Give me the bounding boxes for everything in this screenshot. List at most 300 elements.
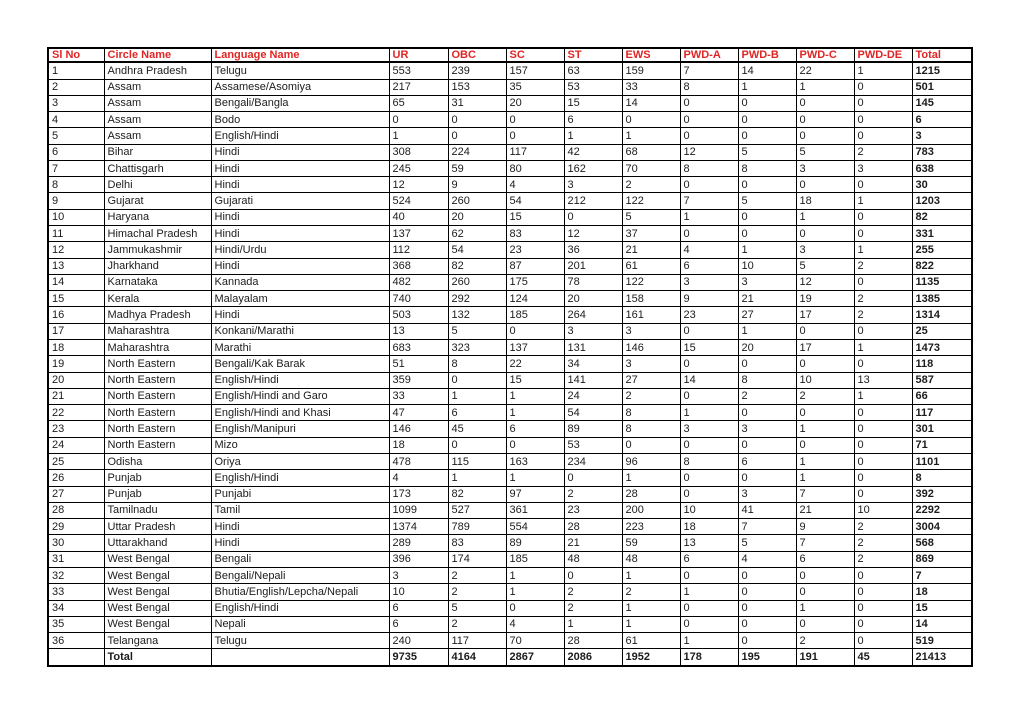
table-cell: 68: [622, 144, 680, 160]
table-cell: 5: [622, 209, 680, 225]
table-cell: 1: [389, 128, 448, 144]
table-cell: 23: [564, 502, 622, 518]
table-row: [48, 62, 972, 79]
table-cell: English/Hindi and Khasi: [211, 405, 389, 421]
table-cell: 53: [564, 437, 622, 453]
table-row: [48, 470, 972, 486]
table-cell: 20: [448, 209, 506, 225]
table-cell: 12: [564, 226, 622, 242]
table-cell: 4: [48, 112, 104, 128]
table-cell: 2: [622, 388, 680, 404]
table-row: [48, 421, 972, 437]
table-cell: 9: [796, 519, 854, 535]
table-cell: Jharkhand: [104, 258, 211, 274]
total-cell: 4164: [448, 649, 506, 666]
table-cell: 20: [738, 340, 796, 356]
table-cell: 683: [389, 340, 448, 356]
table-cell: 0: [738, 112, 796, 128]
table-cell: 89: [564, 421, 622, 437]
table-cell: 6: [389, 616, 448, 632]
table-cell: 5: [48, 128, 104, 144]
table-cell: 3: [564, 323, 622, 339]
table-cell: 0: [738, 437, 796, 453]
table-cell: 0: [738, 226, 796, 242]
table-cell: 21: [48, 388, 104, 404]
table-cell: Karnataka: [104, 274, 211, 290]
total-cell: 195: [738, 649, 796, 666]
table-cell: 2: [448, 567, 506, 583]
table-cell: 6: [48, 144, 104, 160]
table-cell: 48: [622, 551, 680, 567]
table-cell: 78: [564, 274, 622, 290]
header-cell: OBC: [448, 48, 506, 62]
table-cell: 10: [389, 584, 448, 600]
table-cell: 12: [48, 242, 104, 258]
table-cell: 0: [506, 600, 564, 616]
table-cell: 3: [622, 356, 680, 372]
table-cell: 245: [389, 160, 448, 176]
table-cell: 132: [448, 307, 506, 323]
table-cell: 0: [796, 112, 854, 128]
table-cell: 12: [389, 177, 448, 193]
table-cell: 15: [506, 372, 564, 388]
table-cell: 1: [506, 567, 564, 583]
table-cell: 0: [854, 453, 912, 469]
table-cell: 6: [738, 453, 796, 469]
table-row: [48, 193, 972, 209]
table-cell: 3: [680, 274, 738, 290]
table-cell: 8: [738, 160, 796, 176]
total-cell: 9735: [389, 649, 448, 666]
table-cell: 63: [564, 62, 622, 79]
table-cell: 21: [622, 242, 680, 258]
table-cell: 82: [448, 486, 506, 502]
table-row: [48, 112, 972, 128]
table-cell: 0: [448, 128, 506, 144]
table-cell: 361: [506, 502, 564, 518]
table-cell: 31: [48, 551, 104, 567]
table-cell: 4: [738, 551, 796, 567]
table-cell: 1135: [912, 274, 972, 290]
table-cell: 0: [854, 79, 912, 95]
table-cell: Bihar: [104, 144, 211, 160]
header-cell: PWD-B: [738, 48, 796, 62]
table-cell: 3: [738, 274, 796, 290]
table-cell: 1: [622, 600, 680, 616]
table-cell: 0: [738, 633, 796, 649]
table-cell: 0: [854, 470, 912, 486]
table-cell: English/Hindi: [211, 372, 389, 388]
table-row: [48, 258, 972, 274]
table-cell: Hindi: [211, 160, 389, 176]
vacancy-table: [47, 47, 973, 667]
table-cell: 137: [389, 226, 448, 242]
table-cell: 3: [854, 160, 912, 176]
table-cell: 2: [854, 535, 912, 551]
table-cell: 1: [622, 128, 680, 144]
table-cell: 8: [622, 405, 680, 421]
table-cell: 185: [506, 551, 564, 567]
total-cell: 45: [854, 649, 912, 666]
table-cell: 1215: [912, 62, 972, 79]
table-cell: 8: [48, 177, 104, 193]
table-cell: 0: [738, 356, 796, 372]
table-cell: North Eastern: [104, 405, 211, 421]
table-cell: 0: [680, 128, 738, 144]
table-cell: 0: [796, 226, 854, 242]
table-cell: 0: [622, 112, 680, 128]
table-cell: 131: [564, 340, 622, 356]
table-cell: 8: [680, 453, 738, 469]
table-cell: 1: [448, 388, 506, 404]
table-cell: 117: [448, 633, 506, 649]
table-cell: 1: [738, 242, 796, 258]
table-cell: Hindi: [211, 519, 389, 535]
table-cell: 223: [622, 519, 680, 535]
table-cell: 1374: [389, 519, 448, 535]
table-cell: 1: [796, 209, 854, 225]
table-cell: 396: [389, 551, 448, 567]
table-cell: 2: [564, 600, 622, 616]
table-cell: 1: [622, 616, 680, 632]
table-row: [48, 453, 972, 469]
table-cell: 524: [389, 193, 448, 209]
table-cell: 27: [738, 307, 796, 323]
table-cell: 7: [680, 62, 738, 79]
table-cell: West Bengal: [104, 616, 211, 632]
table-cell: 13: [48, 258, 104, 274]
table-cell: 0: [564, 209, 622, 225]
table-cell: Telugu: [211, 633, 389, 649]
header-cell: PWD-DE: [854, 48, 912, 62]
table-cell: 21: [796, 502, 854, 518]
table-cell: 0: [854, 600, 912, 616]
table-cell: 59: [448, 160, 506, 176]
table-cell: North Eastern: [104, 388, 211, 404]
table-cell: 0: [506, 323, 564, 339]
table-row: [48, 584, 972, 600]
table-cell: 25: [48, 453, 104, 469]
table-cell: Hindi: [211, 535, 389, 551]
table-cell: 3004: [912, 519, 972, 535]
table-cell: 0: [738, 95, 796, 111]
table-row: [48, 209, 972, 225]
table-cell: Assam: [104, 128, 211, 144]
table-cell: West Bengal: [104, 584, 211, 600]
table-cell: 0: [854, 95, 912, 111]
table-cell: Assam: [104, 112, 211, 128]
table-cell: 29: [48, 519, 104, 535]
table-cell: 80: [506, 160, 564, 176]
table-cell: 8: [738, 372, 796, 388]
table-cell: 2: [564, 584, 622, 600]
table-cell: 159: [622, 62, 680, 79]
table-cell: 3: [796, 242, 854, 258]
table-cell: 1: [738, 323, 796, 339]
table-cell: 1: [796, 470, 854, 486]
table-cell: 0: [796, 437, 854, 453]
table-cell: 33: [48, 584, 104, 600]
table-cell: 30: [912, 177, 972, 193]
total-cell: 2086: [564, 649, 622, 666]
table-cell: 21: [738, 291, 796, 307]
table-cell: West Bengal: [104, 567, 211, 583]
table-cell: 0: [796, 356, 854, 372]
total-cell: [211, 649, 389, 666]
table-cell: 54: [564, 405, 622, 421]
table-cell: 6: [912, 112, 972, 128]
table-row: [48, 600, 972, 616]
table-cell: 783: [912, 144, 972, 160]
table-body: [48, 62, 972, 666]
total-cell: 1952: [622, 649, 680, 666]
table-cell: Punjabi: [211, 486, 389, 502]
table-cell: 6: [680, 551, 738, 567]
table-row: [48, 616, 972, 632]
table-cell: 3: [564, 177, 622, 193]
table-cell: 1: [854, 193, 912, 209]
table-cell: 3: [912, 128, 972, 144]
table-cell: 19: [796, 291, 854, 307]
table-cell: Gujarat: [104, 193, 211, 209]
table-cell: 0: [854, 323, 912, 339]
table-cell: 17: [796, 340, 854, 356]
table-cell: Bengali/Nepali: [211, 567, 389, 583]
table-cell: 146: [389, 421, 448, 437]
table-cell: 292: [448, 291, 506, 307]
table-cell: 117: [506, 144, 564, 160]
table-cell: 0: [680, 177, 738, 193]
table-cell: 145: [912, 95, 972, 111]
table-cell: North Eastern: [104, 356, 211, 372]
table-cell: 0: [738, 209, 796, 225]
table-cell: Uttarakhand: [104, 535, 211, 551]
table-cell: 35: [48, 616, 104, 632]
table-cell: 61: [622, 258, 680, 274]
table-cell: 5: [796, 258, 854, 274]
table-cell: 2292: [912, 502, 972, 518]
table-cell: 59: [622, 535, 680, 551]
table-cell: 0: [564, 470, 622, 486]
table-row: [48, 437, 972, 453]
table-cell: 22: [506, 356, 564, 372]
table-cell: 97: [506, 486, 564, 502]
table-cell: 3: [622, 323, 680, 339]
table-cell: Bengali/Kak Barak: [211, 356, 389, 372]
table-cell: 3: [738, 486, 796, 502]
table-cell: 87: [506, 258, 564, 274]
table-cell: 0: [680, 323, 738, 339]
table-cell: 0: [854, 486, 912, 502]
table-cell: 0: [564, 567, 622, 583]
table-cell: 1: [796, 79, 854, 95]
table-row: [48, 242, 972, 258]
table-cell: 2: [448, 616, 506, 632]
table-cell: 368: [389, 258, 448, 274]
table-cell: 0: [680, 437, 738, 453]
table-cell: 158: [622, 291, 680, 307]
table-cell: West Bengal: [104, 551, 211, 567]
table-cell: 0: [389, 112, 448, 128]
table-cell: 3: [680, 421, 738, 437]
table-cell: 3: [738, 421, 796, 437]
table-cell: 10: [854, 502, 912, 518]
table-cell: Maharashtra: [104, 340, 211, 356]
table-row: [48, 177, 972, 193]
table-row: [48, 372, 972, 388]
table-cell: 0: [680, 486, 738, 502]
table-cell: 8: [680, 79, 738, 95]
table-cell: Tamil: [211, 502, 389, 518]
table-cell: 141: [564, 372, 622, 388]
table-cell: 0: [680, 226, 738, 242]
table-cell: 16: [48, 307, 104, 323]
table-cell: 83: [448, 535, 506, 551]
table-cell: 11: [48, 226, 104, 242]
table-cell: 0: [738, 128, 796, 144]
table-cell: 0: [738, 470, 796, 486]
table-cell: 6: [680, 258, 738, 274]
header-cell: ST: [564, 48, 622, 62]
table-cell: 503: [389, 307, 448, 323]
table-cell: 0: [796, 405, 854, 421]
table-cell: 0: [854, 209, 912, 225]
table-cell: 0: [796, 567, 854, 583]
table-cell: 21: [564, 535, 622, 551]
table-cell: 82: [912, 209, 972, 225]
total-cell: 2867: [506, 649, 564, 666]
table-cell: 1: [622, 567, 680, 583]
table-row: [48, 128, 972, 144]
table-cell: 1101: [912, 453, 972, 469]
table-cell: 14: [622, 95, 680, 111]
table-cell: 1: [506, 388, 564, 404]
table-cell: 24: [48, 437, 104, 453]
table-cell: 2: [564, 486, 622, 502]
table-cell: 323: [448, 340, 506, 356]
table-cell: 0: [854, 616, 912, 632]
total-cell: 21413: [912, 649, 972, 666]
header-cell: Sl No: [48, 48, 104, 62]
table-cell: 3: [796, 160, 854, 176]
table-cell: 255: [912, 242, 972, 258]
table-cell: 61: [622, 633, 680, 649]
table-cell: 18: [912, 584, 972, 600]
table-cell: 0: [680, 616, 738, 632]
table-cell: 4: [389, 470, 448, 486]
table-cell: 2: [796, 633, 854, 649]
table-cell: 14: [912, 616, 972, 632]
table-cell: 17: [796, 307, 854, 323]
table-cell: 31: [448, 95, 506, 111]
table-cell: English/Manipuri: [211, 421, 389, 437]
table-cell: 2: [854, 258, 912, 274]
table-cell: Chattisgarh: [104, 160, 211, 176]
table-cell: 1: [680, 633, 738, 649]
table-cell: 161: [622, 307, 680, 323]
table-cell: 0: [738, 600, 796, 616]
table-cell: Telangana: [104, 633, 211, 649]
header-cell: SC: [506, 48, 564, 62]
table-row: [48, 340, 972, 356]
table-cell: 112: [389, 242, 448, 258]
table-cell: 527: [448, 502, 506, 518]
table-cell: Madhya Pradesh: [104, 307, 211, 323]
table-cell: 289: [389, 535, 448, 551]
table-cell: 117: [912, 405, 972, 421]
table-cell: Kannada: [211, 274, 389, 290]
table-cell: 6: [448, 405, 506, 421]
table-cell: 51: [389, 356, 448, 372]
table-cell: 28: [564, 519, 622, 535]
table-cell: 96: [622, 453, 680, 469]
table-cell: 10: [796, 372, 854, 388]
table-cell: 0: [506, 128, 564, 144]
table-cell: Hindi: [211, 144, 389, 160]
table-cell: 163: [506, 453, 564, 469]
table-row: [48, 486, 972, 502]
table-cell: 5: [738, 193, 796, 209]
table-cell: 1203: [912, 193, 972, 209]
table-cell: 1: [680, 584, 738, 600]
table-cell: 14: [48, 274, 104, 290]
table-cell: 41: [738, 502, 796, 518]
table-cell: 15: [506, 209, 564, 225]
table-cell: 22: [796, 62, 854, 79]
table-cell: Hindi: [211, 258, 389, 274]
table-cell: 40: [389, 209, 448, 225]
table-cell: 1: [506, 584, 564, 600]
table-cell: 201: [564, 258, 622, 274]
table-cell: 0: [680, 388, 738, 404]
table-cell: Hindi/Urdu: [211, 242, 389, 258]
table-cell: 54: [506, 193, 564, 209]
table-cell: 0: [854, 633, 912, 649]
table-cell: 740: [389, 291, 448, 307]
table-cell: 587: [912, 372, 972, 388]
table-cell: 638: [912, 160, 972, 176]
table-cell: 5: [738, 535, 796, 551]
table-cell: 2: [854, 144, 912, 160]
table-cell: Uttar Pradesh: [104, 519, 211, 535]
table-cell: 7: [796, 535, 854, 551]
table-cell: Marathi: [211, 340, 389, 356]
table-cell: 240: [389, 633, 448, 649]
table-cell: 1: [506, 470, 564, 486]
table-cell: 15: [680, 340, 738, 356]
table-cell: 23: [680, 307, 738, 323]
table-cell: 7: [796, 486, 854, 502]
table-cell: 0: [738, 616, 796, 632]
table-cell: 36: [564, 242, 622, 258]
table-cell: 1: [854, 340, 912, 356]
table-cell: 0: [738, 584, 796, 600]
table-cell: Bhutia/English/Lepcha/Nepali: [211, 584, 389, 600]
table-cell: 9: [48, 193, 104, 209]
table-cell: 70: [506, 633, 564, 649]
table-cell: Telugu: [211, 62, 389, 79]
table-cell: 1: [738, 79, 796, 95]
table-cell: 301: [912, 421, 972, 437]
table-cell: 0: [854, 567, 912, 583]
table-cell: 4: [506, 616, 564, 632]
table-cell: 25: [912, 323, 972, 339]
table-cell: 22: [48, 405, 104, 421]
table-cell: 17: [48, 323, 104, 339]
table-row: [48, 323, 972, 339]
table-cell: 18: [680, 519, 738, 535]
table-cell: Oriya: [211, 453, 389, 469]
